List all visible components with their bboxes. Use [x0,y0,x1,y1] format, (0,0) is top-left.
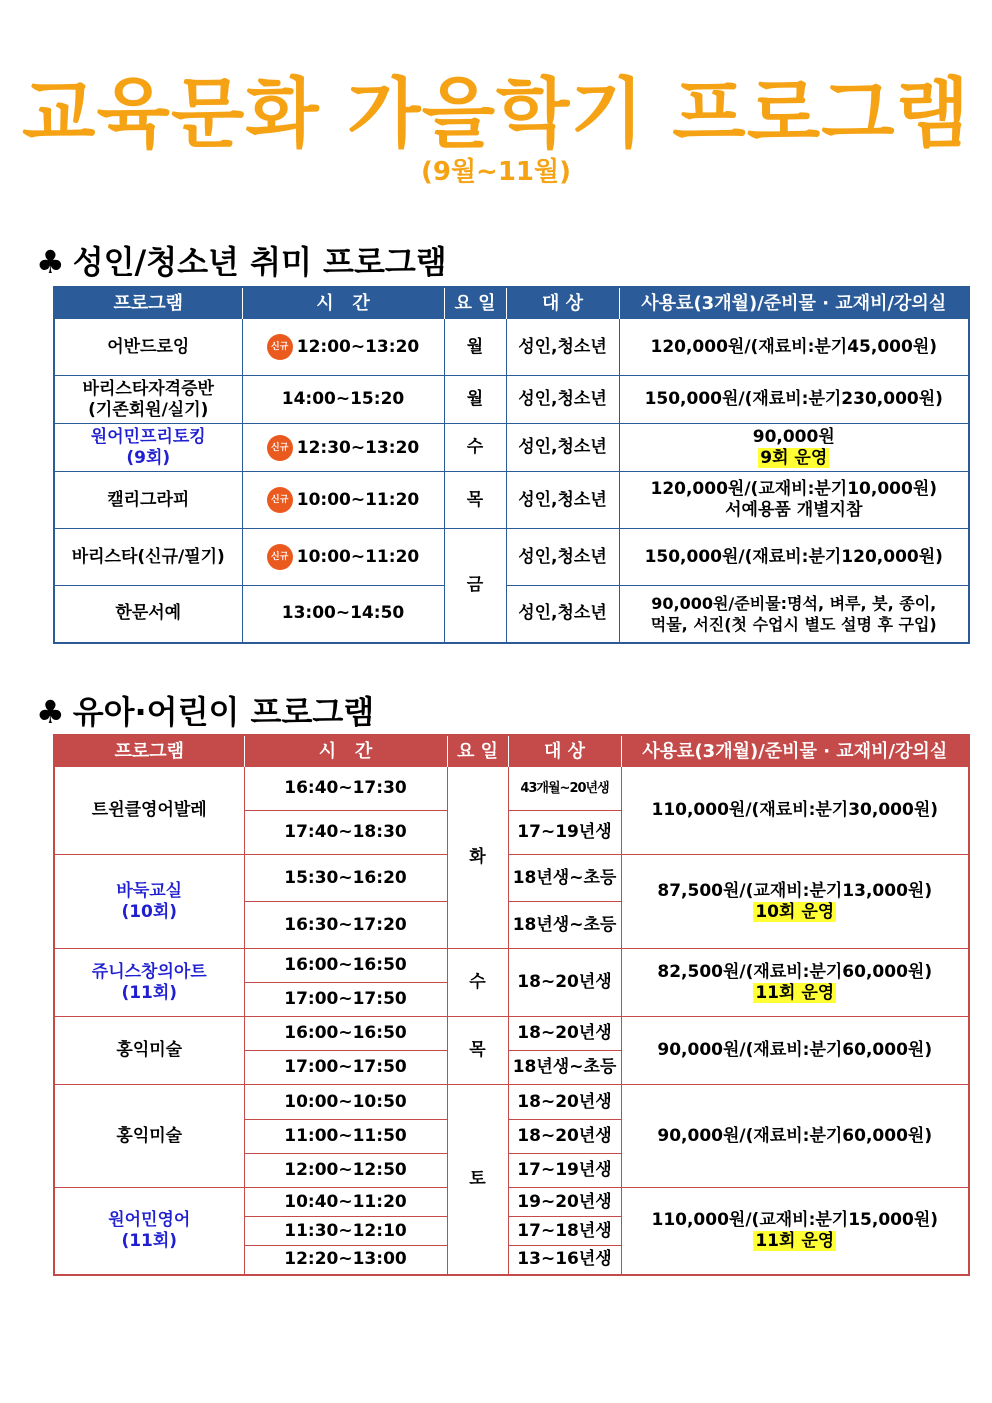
adult-section-title: 성인/청소년 취미 프로그램 [72,243,447,281]
program-note: (11회) [121,1230,178,1251]
kids-section-title: 유아·어린이 프로그램 [72,693,375,731]
program-name: 원어민영어 [108,1209,191,1230]
col-header-time: 시 간 [242,287,444,319]
target-cell: 18~20년생 [508,1085,621,1120]
fee-value: 82,500원/(재료비:분기60,000원) [657,961,933,982]
day-cell: 월 [444,319,506,376]
time-cell: 16:00~16:50 [244,1017,447,1051]
fee-value: 90,000원 [752,426,835,447]
table-row [54,376,969,424]
time-cell: 13:00~14:50 [242,586,444,643]
day-cell: 토 [447,1085,508,1275]
fee-value: 120,000원/(교재비:분기10,000원) [650,479,938,499]
new-badge: 신규 [267,334,293,360]
col-header-fee: 사용료(3개월)/준비물 · 교재비/강의실 [619,287,969,319]
day-cell: 금 [444,529,506,643]
table-header-row [54,287,969,319]
fee-cell [621,1188,969,1275]
col-header-day: 요 일 [447,735,508,767]
program-name-cell [54,855,244,949]
table-header-row [54,735,969,767]
time-cell: 16:00~16:50 [244,949,447,983]
col-header-program: 프로그램 [54,287,242,319]
fee-cell [621,855,969,949]
time-cell: 10:00~10:50 [244,1085,447,1120]
time-cell: 11:30~12:10 [244,1217,447,1246]
target-cell: 19~20년생 [508,1188,621,1217]
time-value: 12:30~13:20 [296,437,420,458]
target-cell: 18년생~초등 [508,1051,621,1085]
table-row [54,1085,969,1120]
target-cell: 17~19년생 [508,1154,621,1188]
program-name: 바둑교실 [116,880,183,901]
table-row [54,1017,969,1051]
program-name: 바리스타자격증반 [82,378,214,399]
club-icon: ♣ [36,693,65,731]
fee-cell: 90,000원/(재료비:분기60,000원) [621,1017,969,1085]
target-cell: 18년생~초등 [508,902,621,949]
day-cell: 월 [444,376,506,424]
kids-program-table [53,734,970,1276]
table-row [54,529,969,586]
target-cell: 성인,청소년 [506,424,619,472]
fee-note: 서예용품 개별지참 [725,500,863,520]
session-count-highlight: 9회 운영 [760,447,828,468]
new-badge: 신규 [267,544,293,570]
time-cell [242,472,444,529]
program-note: (기존회원/실기) [88,399,209,420]
target-cell: 성인,청소년 [506,472,619,529]
target-cell: 18~20년생 [508,1120,621,1154]
fee-cell [619,424,969,472]
target-cell: 성인,청소년 [506,586,619,643]
program-name: 트윈클영어발레 [54,767,244,855]
session-count-highlight: 10회 운영 [755,901,835,922]
program-name: 한문서예 [54,586,242,643]
table-row [54,1188,969,1217]
time-cell: 17:00~17:50 [244,1051,447,1085]
day-cell: 화 [447,767,508,949]
fee-cell [619,472,969,529]
target-cell: 17~19년생 [508,811,621,855]
table-row [54,472,969,529]
fee-cell: 150,000원/(재료비:분기120,000원) [619,529,969,586]
col-header-time: 시 간 [244,735,447,767]
fee-value: 110,000원/(교재비:분기15,000원) [651,1209,939,1230]
time-cell: 12:00~12:50 [244,1154,447,1188]
target-cell: 18년생~초등 [508,855,621,902]
program-name: 캘리그라피 [54,472,242,529]
fee-cell [619,586,969,643]
target-cell: 13~16년생 [508,1246,621,1275]
session-count-highlight: 11회 운영 [755,982,835,1003]
day-cell: 목 [447,1017,508,1085]
col-header-target: 대 상 [508,735,621,767]
program-name-cell [54,424,242,472]
fee-cell: 150,000원/(재료비:분기230,000원) [619,376,969,424]
time-value: 10:00~11:20 [296,490,420,510]
program-name: 홍익미술 [54,1085,244,1188]
col-header-fee: 사용료(3개월)/준비물 · 교재비/강의실 [621,735,969,767]
fee-cell: 120,000원/(재료비:분기45,000원) [619,319,969,376]
target-cell: 43개월~20년생 [508,767,621,811]
page-title: 교육문화 가을학기 프로그램 [22,69,970,158]
club-icon: ♣ [36,243,65,281]
time-cell: 10:40~11:20 [244,1188,447,1217]
time-value: 12:00~13:20 [296,337,420,357]
table-row [54,767,969,811]
program-name-cell [54,376,242,424]
program-name: 바리스타(신규/필기) [54,529,242,586]
col-header-program: 프로그램 [54,735,244,767]
program-note: (11회) [121,982,178,1003]
time-cell [242,319,444,376]
table-row [54,424,969,472]
program-name: 어반드로잉 [54,319,242,376]
fee-cell: 110,000원/(재료비:분기30,000원) [621,767,969,855]
time-cell: 16:40~17:30 [244,767,447,811]
time-cell [242,424,444,472]
fee-note: 먹물, 서진(첫 수업시 별도 설명 후 구입) [650,614,937,634]
kids-section-heading [36,692,374,732]
time-cell [242,529,444,586]
col-header-day: 요 일 [444,287,506,319]
table-row [54,855,969,902]
table-row [54,319,969,376]
session-count-highlight: 11회 운영 [755,1230,835,1251]
col-header-target: 대 상 [506,287,619,319]
time-cell: 14:00~15:20 [242,376,444,424]
day-cell: 수 [444,424,506,472]
table-row [54,586,969,643]
time-cell: 11:00~11:50 [244,1120,447,1154]
fee-cell: 90,000원/(재료비:분기60,000원) [621,1085,969,1188]
target-cell: 18~20년생 [508,1017,621,1051]
new-badge: 신규 [267,487,293,513]
fee-value: 90,000원/준비물:명석, 벼루, 붓, 종이, [651,593,937,613]
fee-value: 87,500원/(교재비:분기13,000원) [657,880,933,901]
adult-section-heading [36,242,447,282]
target-cell: 17~18년생 [508,1217,621,1246]
target-cell: 성인,청소년 [506,529,619,586]
program-name-cell [54,1188,244,1275]
program-name: 쥬니스창의아트 [91,961,207,982]
day-cell: 목 [444,472,506,529]
time-cell: 12:20~13:00 [244,1246,447,1275]
program-name: 원어민프리토킹 [90,426,206,447]
program-name-cell [54,949,244,1017]
time-cell: 15:30~16:20 [244,855,447,902]
program-note: (9회) [126,447,171,468]
time-cell: 16:30~17:20 [244,902,447,949]
program-name: 홍익미술 [54,1017,244,1085]
day-cell: 수 [447,949,508,1017]
target-cell: 성인,청소년 [506,319,619,376]
program-note: (10회) [121,901,178,922]
target-cell: 성인,청소년 [506,376,619,424]
new-badge: 신규 [267,435,293,461]
page-subtitle: (9월~11월) [420,157,572,187]
time-value: 10:00~11:20 [296,547,420,567]
time-cell: 17:40~18:30 [244,811,447,855]
table-row [54,949,969,983]
adult-program-table [53,286,970,644]
target-cell: 18~20년생 [508,949,621,1017]
fee-cell [621,949,969,1017]
time-cell: 17:00~17:50 [244,983,447,1017]
